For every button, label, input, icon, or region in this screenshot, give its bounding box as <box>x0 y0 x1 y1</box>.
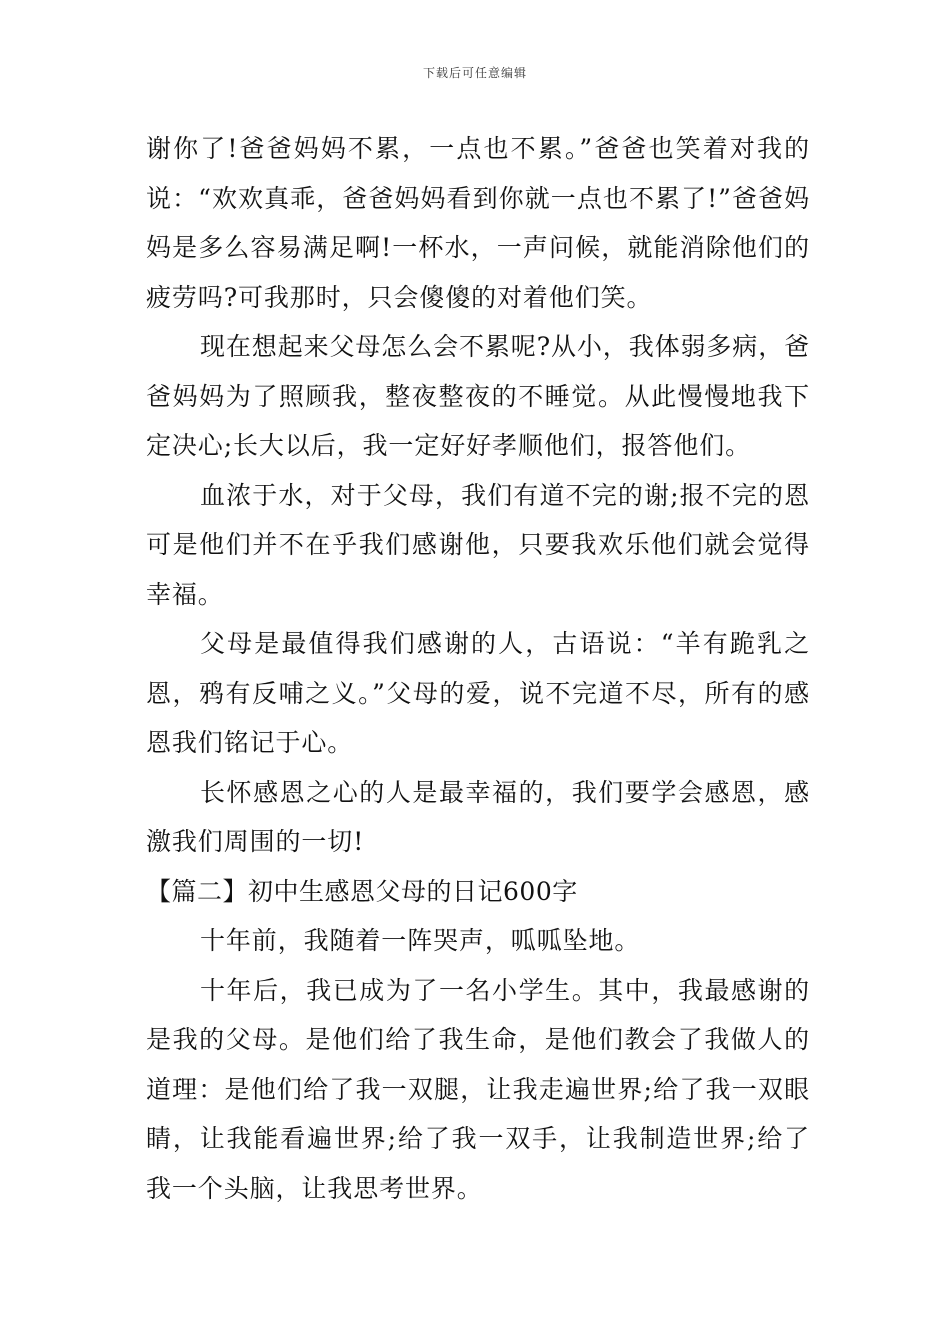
page-header: 下载后可任意编辑 <box>422 66 527 80</box>
paragraph: 父母是最值得我们感谢的人，古语说：“羊有跪乳之恩，鸦有反哺之义。”父母的爱，说不完道不尽，所有的感恩我们铭记于心。 <box>146 629 810 757</box>
paragraph: 血浓于水，对于父母，我们有道不完的谢;报不完的恩可是他们并不在乎我们感谢他，只要我欢乐他们就会觉得幸福。 <box>146 480 810 609</box>
paragraph-continuation: 谢你了!爸爸妈妈不累，一点也不累。”爸爸也笑着对我的说：“欢欢真乖，爸爸妈妈看到你就一点也不累了!”爸爸妈妈是多么容易满足啊!一杯水，一声问候，就能消除他们的疲劳吗?可我那时，只会傻傻的对着他们笑。 <box>146 134 810 312</box>
section-heading: 【篇二】初中生感恩父母的日记600字 <box>146 876 578 906</box>
paragraph: 十年后，我已成为了一名小学生。其中，我最感谢的是我的父母。是他们给了我生命，是他们教会了我做人的道理：是他们给了我一双腿，让我走遍世界;给了我一双眼睛，让我能看遍世界;给了我一双手，让我制造世界;给了我一个头脑，让我思考世界。 <box>146 975 810 1203</box>
paragraph: 现在想起来父母怎么会不累呢?从小，我体弱多病，爸爸妈妈为了照顾我，整夜整夜的不睡觉。从此慢慢地我下定决心;长大以后，我一定好好孝顺他们，报答他们。 <box>146 332 811 460</box>
paragraph: 十年前，我随着一阵哭声，呱呱坠地。 <box>200 926 641 955</box>
paragraph: 长怀感恩之心的人是最幸福的，我们要学会感恩，感激我们周围的一切! <box>146 777 810 856</box>
document-body <box>146 124 810 1213</box>
